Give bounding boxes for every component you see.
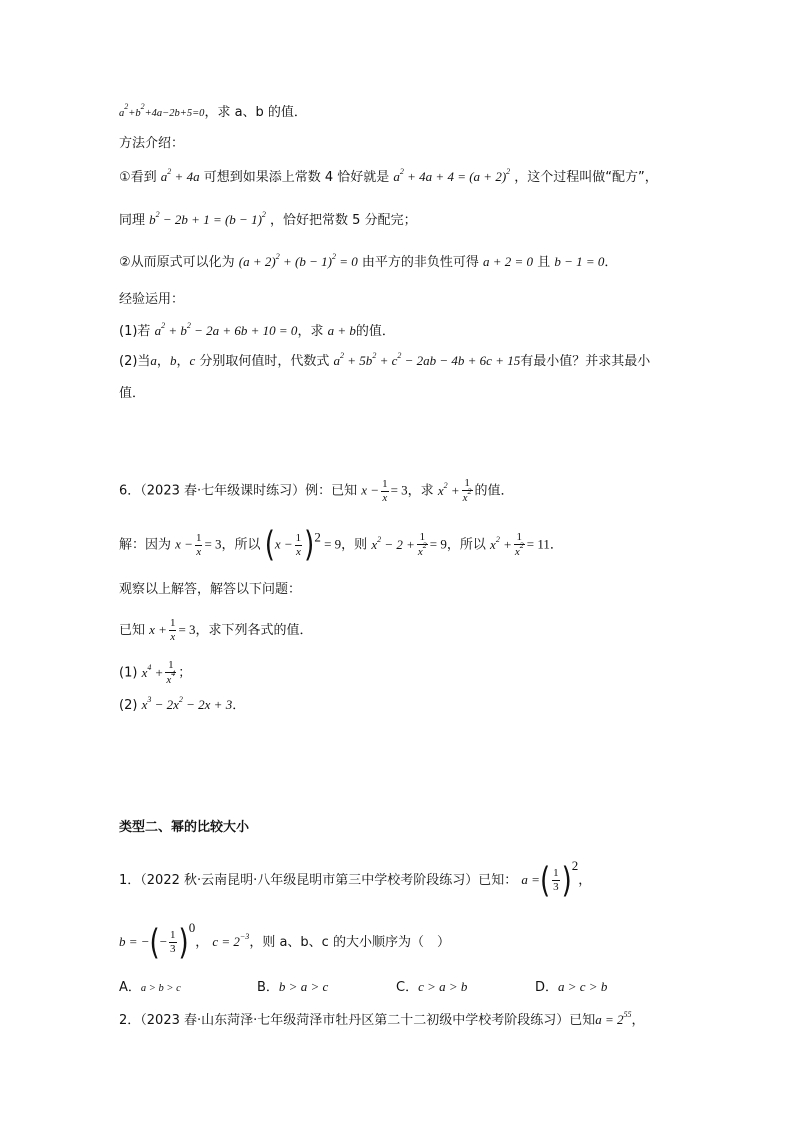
q2-head: 2．（2023 春·山东菏泽·七年级菏泽市牡丹区第二十二初级中学校考阶段练习）已知 — [119, 1013, 596, 1028]
known-text-b: ，求下列各式的值． — [195, 623, 313, 638]
math-expr: a + b — [327, 323, 356, 338]
math-expr: c — [189, 353, 196, 368]
fraction: $\frac{1}{x}$ — [169, 617, 176, 643]
method-step-1 — [119, 167, 658, 188]
q1-head: 1．（2022 秋·云南昆明·八年级昆明市第三中学校考阶段练习）已知： — [119, 873, 518, 888]
paren-open: ( — [149, 922, 160, 963]
practice-heading: 经验运用： — [119, 292, 185, 307]
math-expr: a + 2 = 0 — [483, 254, 534, 269]
math-expr: $(a + 2)^2 + (b - 1)^2 = 0$ — [238, 252, 358, 269]
math-expr: x − — [175, 536, 193, 552]
option-b-expr: b > a > c — [278, 979, 329, 994]
option-a[interactable] — [119, 976, 181, 995]
math-expr: $a^2 + 5b^2 + c^2 - 2ab - 4b + 6c + 15$ — [333, 351, 521, 368]
sol-text-b: ，所以 — [221, 537, 261, 553]
fraction: $\frac{1}{x}$ — [382, 477, 388, 504]
math-expr: x − — [274, 536, 293, 552]
sub-question-1 — [119, 660, 191, 686]
sub1-label: (1) — [119, 665, 138, 681]
option-d-expr: a > c > b — [558, 979, 608, 994]
pq1-text-a: (1)若 — [119, 324, 151, 339]
pq2-text-a: (2)当 — [119, 354, 151, 369]
math-expr: b — [169, 353, 177, 368]
step2-text-c: 且 — [537, 255, 551, 270]
sol-text-a: 解：因为 — [119, 537, 172, 553]
option-a-label: A． — [119, 980, 141, 995]
math-expr: = 3 — [204, 536, 222, 552]
math-expr: = 11 — [526, 536, 550, 552]
math-expr: $a = 2^{55}$ — [595, 1010, 632, 1027]
pq2-text-b: 分别取何值时，代数式 — [199, 354, 330, 369]
fraction: $\frac{1}{3}$ — [553, 867, 559, 893]
paren-close: ) — [561, 860, 572, 901]
option-c-expr: c > a > b — [418, 979, 468, 994]
equation-line — [119, 103, 307, 124]
q6-end: 的值． — [474, 483, 514, 499]
option-b[interactable] — [257, 976, 328, 995]
fraction: $\frac{1}{x^2}$ — [462, 477, 472, 504]
method-step-1b — [119, 210, 417, 231]
fraction: $\frac{1}{x^2}$ — [417, 531, 427, 558]
step2-text-a: ②从而原式可以化为 — [119, 255, 235, 270]
math-expr: x − — [361, 482, 380, 498]
solution-line: 解：因为 x − $\frac{1}{x}$ = 3，所以 (x − $\frac{1}{x}$ )$^2$ = 9，则 $x^2 - 2$ + $\frac{1}{x^2}$ = 9，所以 $x^2$ + $\frac{1}{x^2}$ = 11． — [119, 524, 563, 566]
step1b-text-b: ，恰好把常数 5 分配完； — [270, 213, 417, 228]
math-expr: $b^2 - 2b + 1 = (b - 1)^2$ — [149, 210, 266, 227]
practice-q2-cont: 值． — [119, 386, 146, 401]
paren-close: ) — [304, 524, 315, 566]
sol-text-d: ，所以 — [446, 537, 486, 553]
equation-prompt: ，求 a、b 的值． — [204, 105, 307, 120]
observe-line: 观察以上解答，解答以下问题： — [119, 582, 302, 597]
question-2 — [119, 1010, 645, 1031]
question-1-cont: b = −(− $\frac{1}{3}$ )$^0$， $c = 2^{-3}$，则 a、b、c 的大小顺序为（ ） — [119, 920, 450, 963]
q1-mid: ， — [195, 935, 209, 950]
question-6 — [119, 478, 514, 504]
step1-text-c: ，这个过程叫做“配方”， — [514, 170, 658, 185]
q1-tail: ，则 a、b、c 的大小顺序为（ ） — [249, 935, 450, 950]
step2-text-d: ． — [604, 255, 618, 270]
math-expr: $x^4$ + — [141, 662, 164, 680]
sol-text-e: ． — [549, 537, 563, 553]
sub1-end: ； — [178, 665, 192, 681]
step1-text-a: ①看到 — [119, 170, 157, 185]
pq1-text-c: 的值． — [355, 324, 395, 339]
math-expr: = 3 — [178, 622, 196, 637]
known-line — [119, 618, 313, 643]
option-c[interactable] — [396, 976, 467, 995]
section-title: 类型二、幂的比较大小 — [119, 820, 250, 835]
math-expr: $a^2 + 4a + 4 = (a + 2)^2$ — [393, 167, 511, 184]
math-expr: $x^2$ + — [490, 534, 512, 552]
q6-mid: ，求 — [407, 483, 434, 499]
math-expr: $x^2$ + — [437, 480, 460, 498]
math-expr: = 9 — [429, 536, 447, 552]
fraction: $\frac{1}{x^4}$ — [166, 659, 176, 686]
paren-open: ( — [264, 524, 275, 566]
fraction: $\frac{1}{x}$ — [195, 531, 202, 558]
paren-open: ( — [539, 860, 551, 901]
option-b-label: B． — [257, 980, 279, 995]
math-expr: = 9 — [320, 536, 342, 552]
sub2-label: (2) — [119, 698, 138, 713]
method-step-2 — [119, 252, 617, 273]
sol-text-c: ，则 — [341, 537, 368, 553]
known-text-a: 已知 — [119, 623, 146, 638]
question-1: 1．（2022 秋·云南昆明·八年级昆明市第三中学校考阶段练习）已知： a =( $\frac{1}{3}$ )$^2$， — [119, 858, 592, 901]
math-expr: b = − — [119, 934, 150, 949]
option-a-expr: a > b > c — [140, 983, 181, 994]
q2-end: ， — [631, 1013, 645, 1028]
math-expr: x + — [149, 622, 167, 637]
option-d[interactable] — [535, 976, 607, 995]
math-expr: b − 1 = 0 — [554, 254, 605, 269]
method-heading: 方法介绍： — [119, 136, 185, 151]
math-expr: $a^2 + b^2 - 2a + 6b + 10 = 0$ — [154, 321, 298, 338]
pq1-text-b: ，求 — [297, 324, 324, 339]
math-expr: = 3 — [390, 482, 408, 498]
step1-text-b: 可想到如果添上常数 4 恰好就是 — [203, 170, 390, 185]
q1-end: ， — [578, 873, 592, 888]
math-expr: a — [150, 353, 157, 368]
fraction: $\frac{1}{x}$ — [295, 531, 302, 558]
step1b-text-a: 同理 — [119, 213, 146, 228]
equation-expression: $a^2+b^2+4a-2b+5=0$ — [119, 102, 205, 119]
fraction: $\frac{1}{3}$ — [170, 929, 176, 955]
math-expr: $c = 2^{-3}$ — [212, 932, 250, 949]
option-c-label: C． — [396, 980, 419, 995]
sub2-end: ． — [232, 698, 246, 713]
sub-question-2 — [119, 695, 245, 716]
math-expr: $a^2 + 4a$ — [160, 167, 200, 184]
math-expr: − — [159, 934, 168, 949]
math-expr: $x^3 - 2x^2 - 2x + 3$ — [141, 695, 233, 712]
math-expr: $x^2 - 2$ + — [371, 534, 415, 552]
option-d-label: D． — [535, 980, 559, 995]
pq2-text-c: 有最小值？并求其最小 — [520, 354, 651, 369]
step2-text-b: 由平方的非负性可得 — [361, 255, 479, 270]
math-expr: a = — [521, 872, 540, 887]
fraction: $\frac{1}{x^2}$ — [514, 531, 524, 558]
q6-head: 6．（2023 春·七年级课时练习）例：已知 — [119, 483, 358, 499]
practice-q1 — [119, 321, 395, 342]
practice-q2: (2)当a，b，c 分别取何值时，代数式 $a^2 + 5b^2 + c^2 - 2ab - 4b + 6c + 15$有最小值？并求其最小 — [119, 351, 651, 369]
paren-close: ) — [178, 922, 189, 963]
